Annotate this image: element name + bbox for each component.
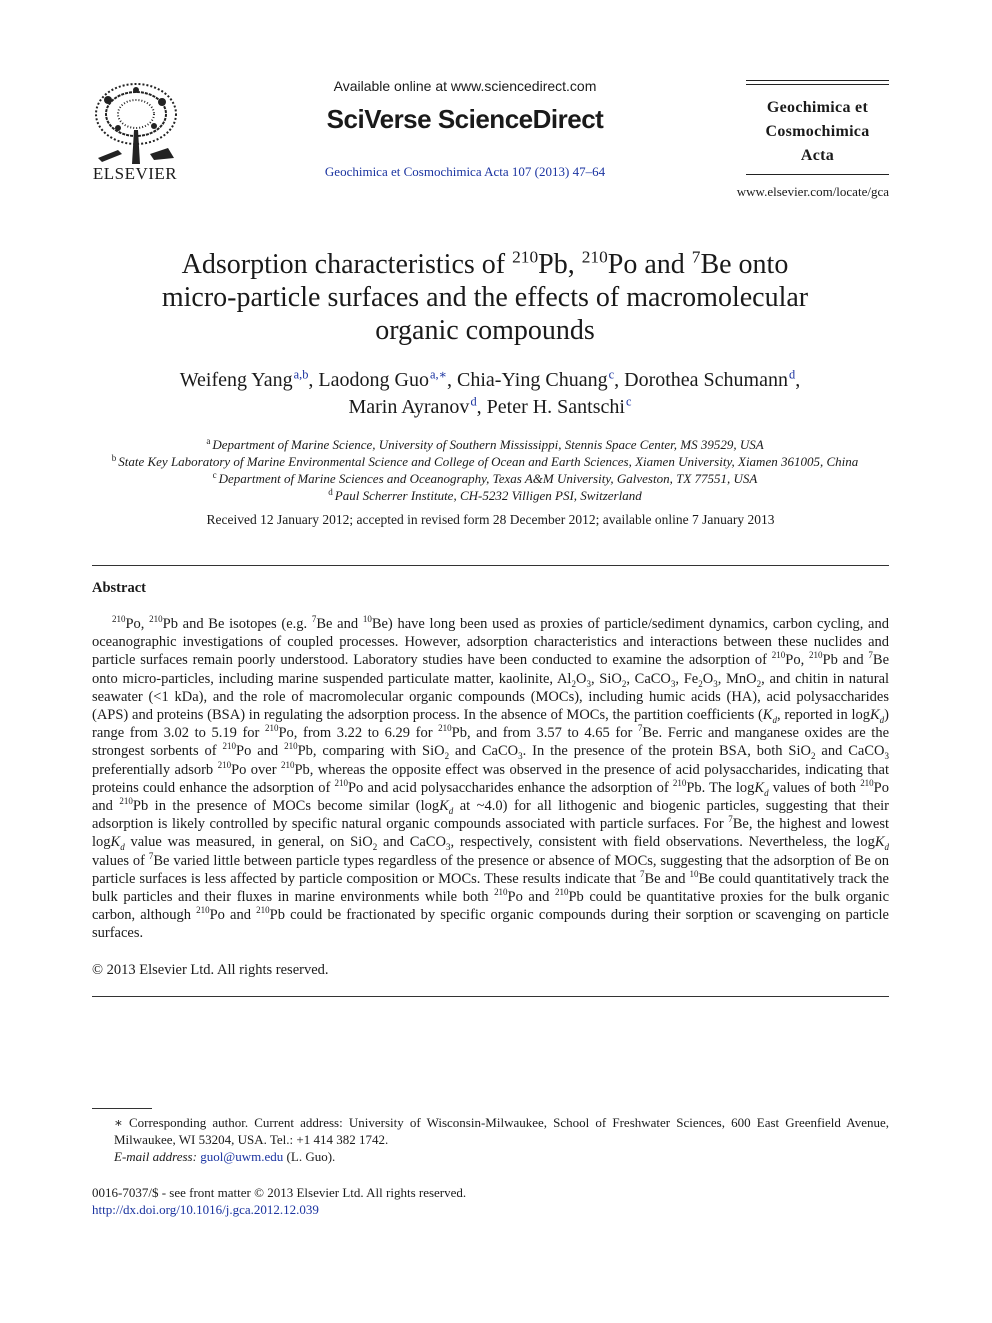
affiliation-item <box>60 453 910 470</box>
affiliation-item <box>60 487 910 504</box>
footnote <box>92 1114 889 1165</box>
platform-name: SciVerse ScienceDirect <box>326 104 604 134</box>
journal-rule-top-2 <box>746 84 889 85</box>
journal-name <box>746 88 889 174</box>
affiliation-item <box>60 436 910 453</box>
affiliation-mark: c <box>212 469 217 480</box>
affiliation-text: Department of Marine Science, University of Southern Mississippi, Stennis Space Center, MS 39529, USA <box>212 437 764 452</box>
available-online-text: Available online at www.sciencedirect.com <box>333 78 597 94</box>
publisher-name: ELSEVIER <box>92 164 178 183</box>
email-suffix: (L. Guo). <box>286 1149 336 1164</box>
journal-url[interactable]: www.elsevier.com/locate/gca <box>736 184 889 199</box>
journal-rule-top <box>746 80 889 81</box>
email-link[interactable]: guol@uwm.edu <box>200 1149 284 1164</box>
doi-link[interactable]: http://dx.doi.org/10.1016/j.gca.2012.12.039 <box>92 1202 319 1217</box>
issn-line: 0016-7037/$ - see front matter © 2013 Elsevier Ltd. All rights reserved. <box>92 1185 467 1200</box>
abstract-body: $^{210}$Po, $^{210}$Pb and Be isotopes (e.g. $^7$Be and $^{10}$Be) have long been used as proxies of particle/sediment dynamics, carbon cycling, and oceanographic investigations of coupled processes. However, adsorption characteristics and interactions between these nuclides and particle surfaces remain poorly understood. Laboratory studies have been conducted to examine the adsorption of $^{210}$Po, $^{210}$Pb and $^7$Be onto micro-particles, including marine suspended particulate matter, kaolinite, $Al_2O_3$, SiO$_2$, CaCO$_3$, $Fe_2O_3$, MnO$_2$, and chitin in natural seawater (<1 kDa), and the role of macromolecular organic compounds (MOCs), including humic acids (HA), acid polysaccharides (APS) and proteins (BSA) in regulating the adsorption process. In the absence of MOCs, the partition coefficients ($K_d$, reported in logK$_d$) range from 3.02 to 5.19 for $^{210}$Po, from 3.22 to 6.29 for $^{210}$Pb, and from 3.57 to 4.65 for $^7$Be. Ferric and manganese oxides are the strongest sorbents of $^{210}$Po and $^{210}$Pb, comparing with SiO$_2$ and CaCO$_3$. In the presence of the protein BSA, both SiO$_2$ and CaCO$_3$ preferentially adsorb $^{210}$Po over $^{210}$Pb, whereas the opposite effect was observed in the presence of acid polysaccharides, indicating that proteins could enhance the adsorption of $^{210}$Po and acid polysaccharides enhance the adsorption of $^{210}$Pb. The logK$_d$ values of both $^{210}$Po and $^{210}$Pb in the presence of MOCs become similar (logK$_d$ at ~4.0) for all lithogenic and biogenic particles, suggesting that their adsorption is likely controlled by specific natural organic compounds associated with particle surfaces. For $^7$Be, the highest and lowest logK$_d$ value was measured, in general, on SiO$_2$ and CaCO$_3$, respectively, consistent with field observations. Nevertheless, the logK$_d$ values of $^7$Be varied little between particle types regardless of the presence or absence of MOCs, suggesting that the adsorption of Be on particle surfaces is less affected by particle composition or MOCs. These results indicate that $^7$Be and $^{10}$Be could quantitatively track the bulk particles and their fluxes in marine environments while both $^{210}$Po and $^{210}$Pb could be quantitative proxies for the bulk organic carbon, although $^{210}$Po and $^{210}$Pb could be fractionated by specific organic compounds during their sorption or scavenging on particle surfaces. <box>92 614 890 942</box>
journal-name-line: Acta <box>800 147 835 164</box>
affiliation-mark: b <box>111 452 117 463</box>
footnote-rule <box>92 1108 152 1109</box>
affiliations <box>60 436 910 504</box>
affiliation-mark: d <box>328 486 333 497</box>
email-label: E-mail address: <box>114 1149 197 1164</box>
affiliation-text: Paul Scherrer Institute, CH-5232 Villigen PSI, Switzerland <box>334 488 642 503</box>
affiliation-text: State Key Laboratory of Marine Environmental Science and College of Ocean and Earth Sciences, Xiamen University, Xiamen 361005, China <box>118 454 859 469</box>
affiliation-text: Department of Marine Sciences and Oceanography, Texas A&M University, Galveston, TX 77551, USA <box>218 471 758 486</box>
issn-block <box>92 1184 466 1218</box>
journal-rule-bottom <box>746 174 889 175</box>
journal-name-line: Geochimica et <box>766 99 869 116</box>
divider-bottom <box>92 996 889 997</box>
journal-name-line: Cosmochimica <box>765 123 870 140</box>
copyright-line: © 2013 Elsevier Ltd. All rights reserved. <box>92 962 329 978</box>
journal-title-box <box>746 80 889 178</box>
journal-reference[interactable]: Geochimica et Cosmochimica Acta 107 (2013) 47–64 <box>324 164 606 179</box>
affiliation-item <box>60 470 910 487</box>
affiliation-mark: a <box>206 435 211 446</box>
author-list: Weifeng Yang $^{a,b}$, Laodong Guo $^{a,∗}$, Chia-Ying Chuang $^c$, Dorothea Schumann $^d$, Marin Ayranov $^d$, Peter H. Santschi $^c$ <box>179 367 801 418</box>
article-title: Adsorption characteristics of $^{210}$Pb, $^{210}$Po and $^7$Be onto micro-particle surfaces and the effects of macromolecular organic compounds <box>161 247 809 346</box>
received-dates: Received 12 January 2012; accepted in revised form 28 December 2012; available online 7 January 2013 <box>206 512 775 527</box>
divider-top <box>92 565 889 566</box>
email-line <box>92 1148 889 1165</box>
corresponding-author-note: ∗ Corresponding author. Current address: University of Wisconsin-Milwaukee, School of Freshwater Sciences, 600 East Greenfield Avenue, Milwaukee, WI 53204, USA. Tel.: +1 414 382 1742. <box>114 1115 889 1147</box>
abstract-heading: Abstract <box>92 580 146 596</box>
